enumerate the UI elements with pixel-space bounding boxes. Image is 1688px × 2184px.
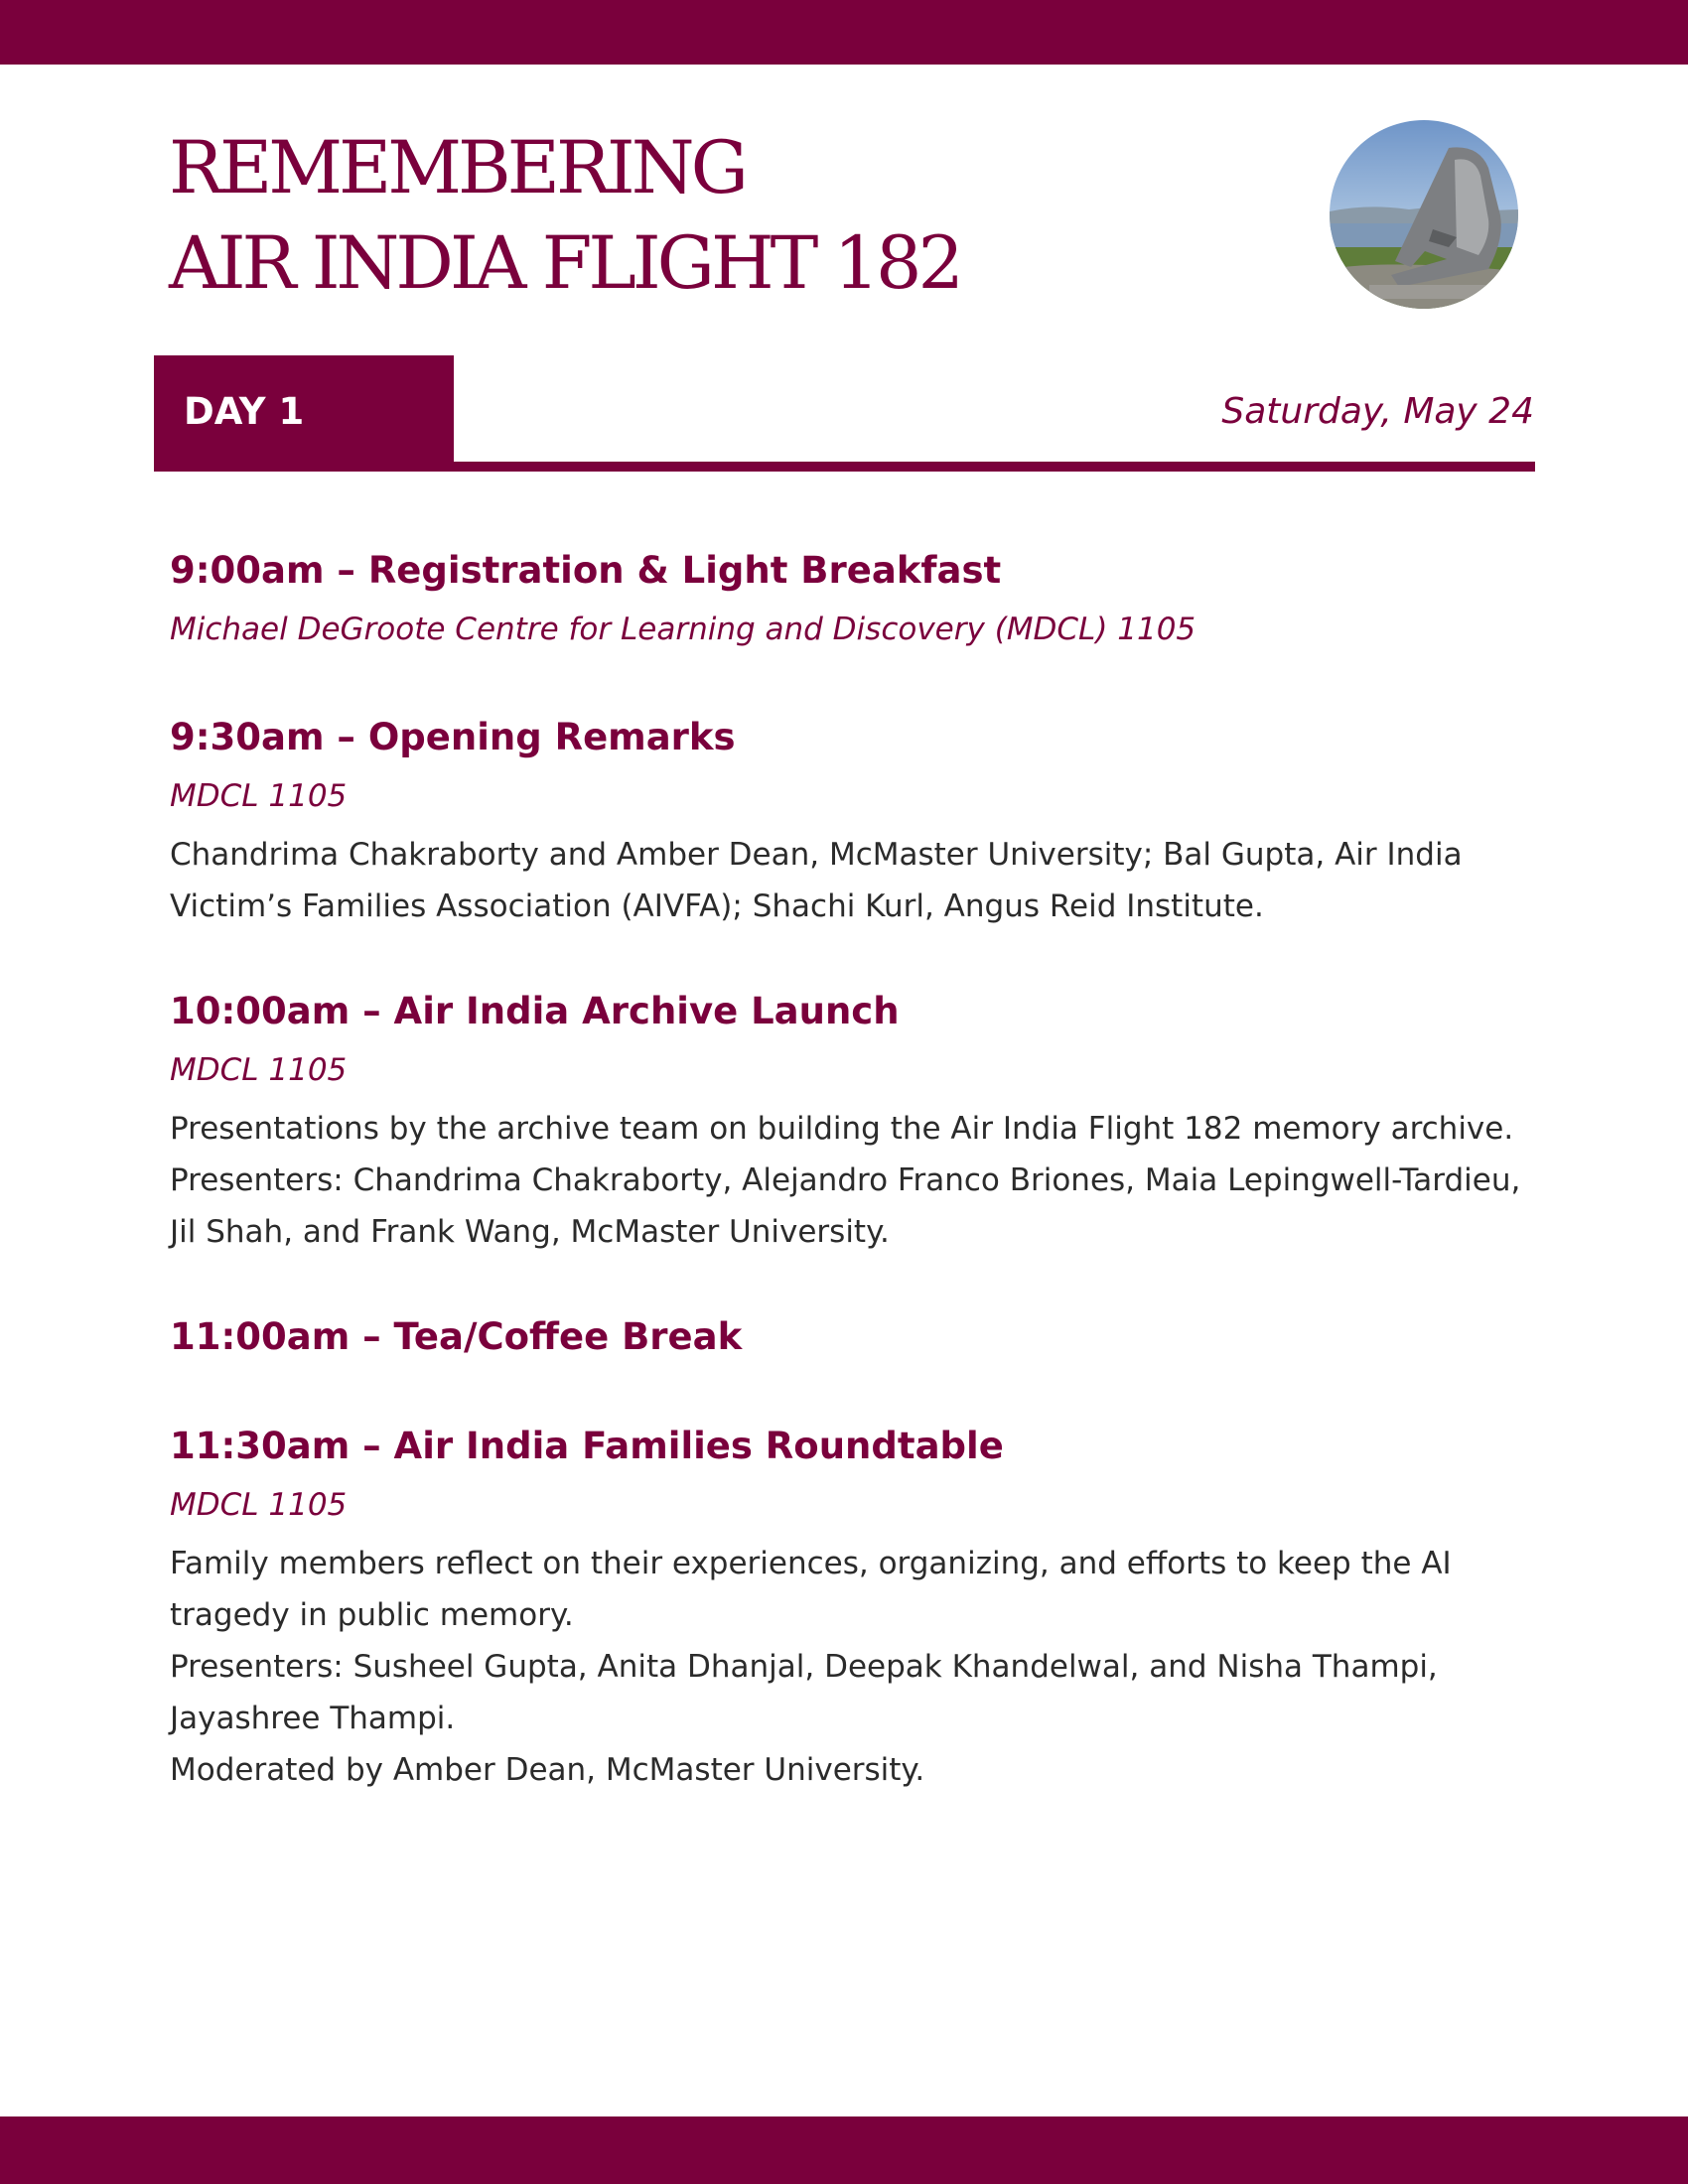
agenda-item (170, 1417, 1540, 1796)
agenda-item-title: 9:30am – Opening Remarks (170, 716, 736, 758)
description-paragraph: Presentations by the archive team on building the Air India Flight 182 memory archive. (170, 1111, 1514, 1147)
title-line-1: REMEMBERING (169, 126, 745, 210)
agenda-item-location: MDCL 1105 (170, 778, 348, 814)
agenda-item-title: 9:00am – Registration & Light Breakfast (170, 549, 1002, 592)
agenda-item-location: MDCL 1105 (170, 1487, 348, 1523)
description-paragraph: Family members reflect on their experiences, organizing, and efforts to keep the AI tragedy in public memory. (170, 1546, 1452, 1633)
agenda-item (170, 708, 1540, 932)
agenda-item-description (170, 1103, 1540, 1258)
agenda-list (170, 541, 1540, 1845)
agenda-item-title: 10:00am – Air India Archive Launch (170, 990, 900, 1032)
description-paragraph: Presenters: Chandrima Chakraborty, Alejandro Franco Briones, Maia Lepingwell-Tardieu, Jil Shah, and Frank Wang, McMaster University. (170, 1162, 1521, 1250)
day-tab: DAY 1 (154, 355, 454, 469)
description-paragraph: Presenters: Susheel Gupta, Anita Dhanjal, Deepak Khandelwal, and Nisha Thampi, Jayashree Thampi. (170, 1649, 1438, 1736)
day-date: Saturday, May 24 (1221, 391, 1534, 432)
agenda-item (170, 1307, 1540, 1367)
title-line-2: AIR INDIA FLIGHT 182 (169, 221, 960, 306)
description-paragraph: Moderated by Amber Dean, McMaster University. (170, 1752, 925, 1788)
agenda-item-title: 11:00am – Tea/Coffee Break (170, 1315, 743, 1358)
top-banner-bar (0, 0, 1688, 65)
description-paragraph: Chandrima Chakraborty and Amber Dean, McMaster University; Bal Gupta, Air India Victim’s Families Association (AIVFA); Shachi Kurl, Angus Reid Institute. (170, 837, 1463, 924)
agenda-item-description (170, 1538, 1540, 1796)
agenda-item-description (170, 829, 1540, 932)
agenda-item (170, 541, 1540, 658)
page-title (169, 121, 1261, 312)
agenda-item-location: MDCL 1105 (170, 1052, 348, 1088)
agenda-item (170, 982, 1540, 1258)
agenda-item-location: Michael DeGroote Centre for Learning and Discovery (MDCL) 1105 (170, 612, 1196, 647)
bottom-banner-bar (0, 2116, 1688, 2184)
agenda-item-title: 11:30am – Air India Families Roundtable (170, 1425, 1004, 1467)
memorial-photo (1330, 120, 1518, 309)
day-divider (154, 462, 1535, 472)
memorial-sculpture-icon (1330, 120, 1518, 309)
